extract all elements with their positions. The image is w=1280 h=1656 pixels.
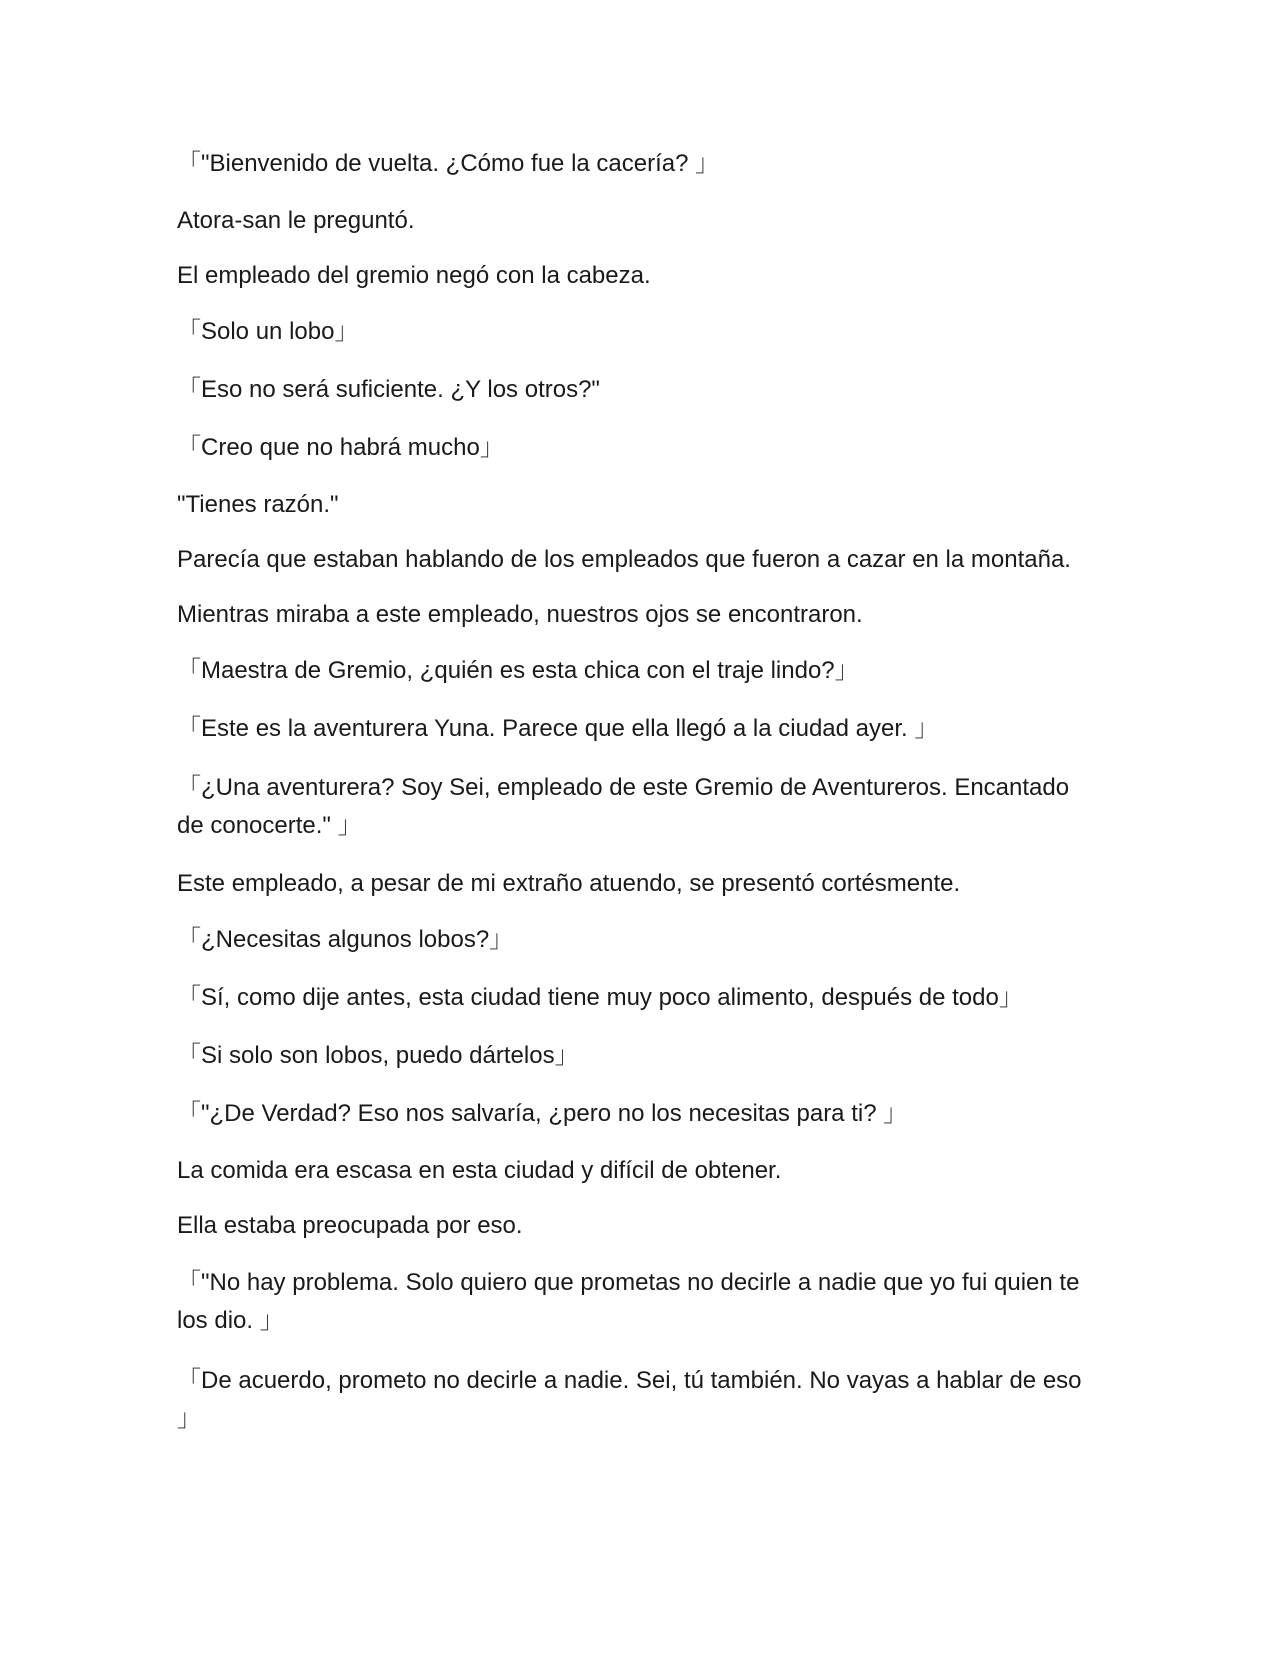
paragraph-dialogue: 「Solo un lobo」 (177, 318, 359, 345)
paragraph-narration: "Tienes razón." (177, 491, 339, 518)
paragraph-dialogue: 「¿Necesitas algunos lobos?」 (177, 926, 514, 953)
paragraph-narration: Ella estaba preocupada por eso. (177, 1212, 523, 1239)
paragraph-dialogue: 「Creo que no habrá mucho」 (177, 434, 504, 461)
paragraph-dialogue: 「"Bienvenido de vuelta. ¿Cómo fue la cacería? 」 (177, 150, 720, 177)
body-text (177, 146, 1097, 1438)
paragraph-dialogue: 「De acuerdo, prometo no decirle a nadie. Sei, tú también. No vayas a hablar de eso 」 (177, 1367, 1082, 1432)
paragraph-dialogue: 「Eso no será suficiente. ¿Y los otros?" (177, 376, 600, 403)
paragraph-narration: La comida era escasa en esta ciudad y difícil de obtener. (177, 1157, 782, 1184)
paragraph-narration: Atora-san le preguntó. (177, 207, 415, 234)
paragraph-dialogue: 「¿Una aventurera? Soy Sei, empleado de este Gremio de Aventureros. Encantado de conocerte." 」 (177, 774, 1070, 839)
paragraph-dialogue: 「Sí, como dije antes, esta ciudad tiene muy poco alimento, después de todo」 (177, 984, 1023, 1011)
paragraph-dialogue: 「"¿De Verdad? Eso nos salvaría, ¿pero no los necesitas para ti? 」 (177, 1100, 908, 1127)
paragraph-dialogue: 「"No hay problema. Solo quiero que prometas no decirle a nadie que yo fui quien te los dio. 」 (177, 1269, 1080, 1334)
paragraph-dialogue: 「Si solo son lobos, puedo dártelos」 (177, 1042, 579, 1069)
paragraph-dialogue: 「Este es la aventurera Yuna. Parece que ella llegó a la ciudad ayer. 」 (177, 715, 939, 742)
paragraph-dialogue: 「Maestra de Gremio, ¿quién es esta chica con el traje lindo?」 (177, 657, 859, 684)
paragraph-narration: Mientras miraba a este empleado, nuestros ojos se encontraron. (177, 601, 863, 628)
paragraph-narration: Parecía que estaban hablando de los empleados que fueron a cazar en la montaña. (177, 546, 1071, 573)
paragraph-narration: Este empleado, a pesar de mi extraño atuendo, se presentó cortésmente. (177, 870, 961, 897)
paragraph-narration: El empleado del gremio negó con la cabeza. (177, 262, 651, 289)
